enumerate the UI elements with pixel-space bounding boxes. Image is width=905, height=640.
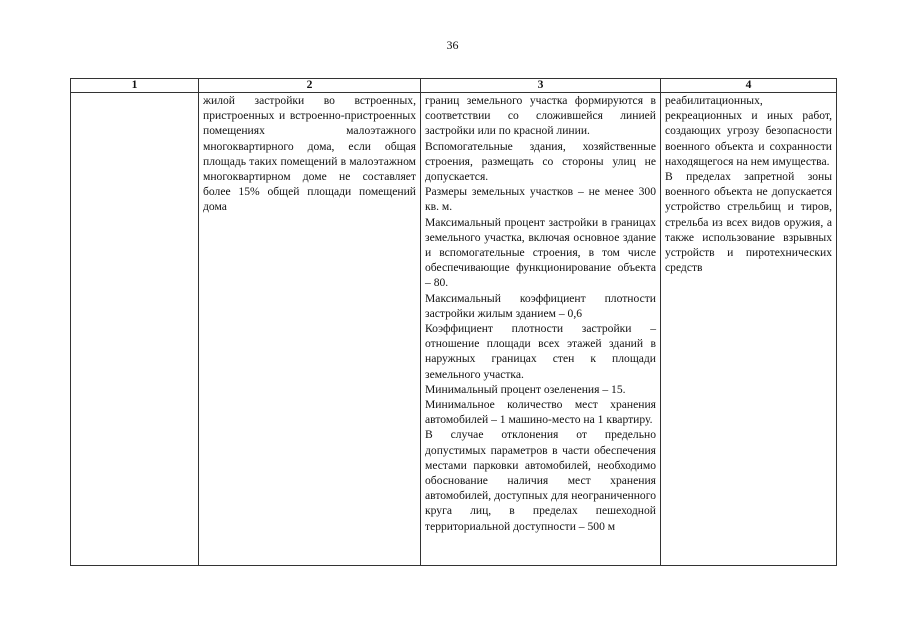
column-header-4: 4 [661,79,837,93]
page-number: 36 [446,38,459,52]
col3-paragraph: Максимальный процент застройки в границах земельного участка, включая основное здание и вспомогательные строения, в том числе обеспечивающие функционирование объекта – 80. [425,215,656,290]
column-header-2: 2 [199,79,421,93]
col3-paragraph: Размеры земельных участков – не менее 300 кв. м. [425,185,656,214]
table-header-row [71,79,837,93]
column-header-3: 3 [421,79,661,93]
col3-paragraph: Вспомогательные здания, хозяйственные строения, размещать со стороны улиц не допускается. [425,139,656,184]
col3-paragraph: Минимальное количество мест хранения автомобилей – 1 машино-место на 1 квартиру. [425,398,656,427]
table-row [71,93,837,566]
col3-paragraph: Максимальный коэффициент плотности застройки жилым зданием – 0,6 [425,291,656,320]
col3-paragraph: границ земельного участка формируются в соответствии со сложившейся линией застройки или по красной линии. [425,94,656,138]
col3-paragraph: Коэффициент плотности застройки – отношение площади всех этажей зданий в наружных границах стен к площади земельного участка. [425,322,656,381]
col3-paragraph: Минимальный процент озеленения – 15. [425,382,626,396]
cell-col2 [199,93,421,566]
col3-paragraph: В случае отклонения от предельно допустимых параметров в части обеспечения местами парковки автомобилей, необходимо обоснование наличия мест хранения автомобилей, доступных для неограниченного круга лиц, в пределах пешеходной территориальной доступности – 500 м [425,428,656,533]
cell-col1 [71,93,199,566]
cell-col3 [421,93,661,566]
regulations-table [70,78,837,566]
col4-paragraph: В пределах запретной зоны военного объекта не допускается устройство стрельбищ и тиров, стрельба из всех видов оружия, а также использование взрывных устройств и пиротехнических средств [665,170,832,275]
column-header-1: 1 [71,79,199,93]
cell-col4 [661,93,837,566]
col4-paragraph: реабилитационных, рекреационных и иных работ, создающих угрозу безопасности военного объекта и сохранности находящегося на нем имущества. [665,94,832,168]
col2-paragraph: жилой застройки во встроенных, пристроенных и встроенно-пристроенных помещениях малоэтажного многоквартирного дома, если общая площадь таких помещений в малоэтажном многоквартирном доме не составляет более 15% общей площади помещений дома [203,94,416,214]
